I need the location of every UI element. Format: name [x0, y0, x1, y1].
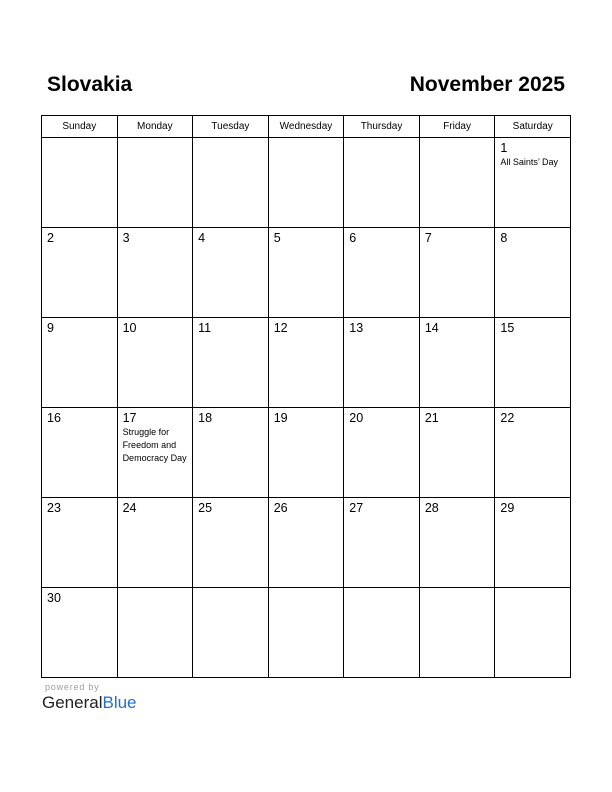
day-cell	[193, 138, 269, 228]
day-number: 14	[424, 321, 439, 335]
holiday-label: Struggle for Freedom and Democracy Day	[122, 427, 187, 463]
day-cell	[419, 408, 495, 498]
day-cell	[344, 408, 420, 498]
day-cell	[193, 228, 269, 318]
day-cell	[268, 318, 344, 408]
day-number: 24	[122, 501, 137, 515]
day-number: 28	[424, 501, 439, 515]
day-number: 13	[349, 321, 364, 335]
day-number: 30	[47, 591, 61, 605]
day-cell	[117, 498, 193, 588]
day-cell	[42, 588, 118, 678]
day-number: 23	[47, 501, 61, 515]
day-cell	[193, 588, 269, 678]
day-number: 7	[424, 231, 432, 245]
month-title: November 2025	[409, 73, 565, 96]
day-number: 12	[273, 321, 288, 335]
day-cell	[419, 588, 495, 678]
day-cell	[193, 318, 269, 408]
day-cell	[344, 498, 420, 588]
week-row	[42, 138, 571, 228]
holiday-label: All Saints’ Day	[500, 157, 559, 167]
day-number: 8	[500, 231, 508, 245]
day-number: 21	[424, 411, 439, 425]
day-cell	[268, 408, 344, 498]
day-number: 26	[273, 501, 288, 515]
calendar-grid	[41, 115, 571, 678]
day-cell	[117, 588, 193, 678]
day-number: 9	[47, 321, 54, 335]
weekday-header: Saturday	[495, 116, 571, 138]
day-number: 11	[198, 321, 212, 335]
weekday-header: Thursday	[344, 116, 420, 138]
day-cell	[344, 138, 420, 228]
day-number: 29	[500, 501, 515, 515]
day-cell	[193, 498, 269, 588]
calendar-body	[42, 138, 571, 678]
weekday-header: Tuesday	[193, 116, 269, 138]
day-cell	[495, 408, 571, 498]
day-cell	[419, 318, 495, 408]
day-number: 18	[198, 411, 213, 425]
day-cell	[117, 408, 193, 498]
powered-by-label: powered by	[45, 682, 100, 692]
day-cell	[344, 588, 420, 678]
day-cell	[42, 228, 118, 318]
day-cell	[268, 498, 344, 588]
country-title: Slovakia	[47, 73, 133, 96]
weekday-header-row	[42, 116, 571, 138]
calendar-header	[47, 70, 565, 100]
day-cell	[344, 228, 420, 318]
day-cell	[117, 318, 193, 408]
day-number: 19	[273, 411, 288, 425]
day-number: 1	[500, 141, 508, 155]
day-cell	[268, 228, 344, 318]
day-cell	[42, 498, 118, 588]
day-number: 4	[198, 231, 206, 245]
weekday-header: Monday	[117, 116, 193, 138]
day-cell	[495, 588, 571, 678]
day-number: 15	[500, 321, 515, 335]
week-row	[42, 588, 571, 678]
generalblue-logo	[42, 693, 137, 713]
day-number: 16	[47, 411, 61, 425]
weekday-header: Wednesday	[268, 116, 344, 138]
day-cell	[495, 318, 571, 408]
day-number: 25	[198, 501, 213, 515]
day-cell	[419, 228, 495, 318]
brand-blue-text: Blue	[102, 693, 137, 712]
day-number: 6	[349, 231, 357, 245]
day-cell	[495, 498, 571, 588]
week-row	[42, 228, 571, 318]
footer-branding	[42, 682, 137, 713]
day-number: 5	[273, 231, 281, 245]
day-cell	[419, 498, 495, 588]
day-number: 17	[122, 411, 137, 425]
week-row	[42, 318, 571, 408]
day-number: 20	[349, 411, 364, 425]
week-row	[42, 498, 571, 588]
day-number: 2	[47, 231, 54, 245]
day-cell	[495, 138, 571, 228]
week-row	[42, 408, 571, 498]
day-cell	[193, 408, 269, 498]
day-cell	[42, 408, 118, 498]
day-cell	[42, 318, 118, 408]
brand-general-text: General	[42, 693, 103, 712]
day-cell	[42, 138, 118, 228]
day-cell	[268, 138, 344, 228]
day-number: 27	[349, 501, 364, 515]
day-cell	[419, 138, 495, 228]
day-number: 3	[122, 231, 130, 245]
day-number: 10	[122, 321, 137, 335]
weekday-header: Friday	[419, 116, 495, 138]
day-cell	[268, 588, 344, 678]
weekday-header: Sunday	[42, 116, 118, 138]
day-cell	[117, 228, 193, 318]
day-cell	[117, 138, 193, 228]
day-cell	[495, 228, 571, 318]
day-cell	[344, 318, 420, 408]
day-number: 22	[500, 411, 515, 425]
